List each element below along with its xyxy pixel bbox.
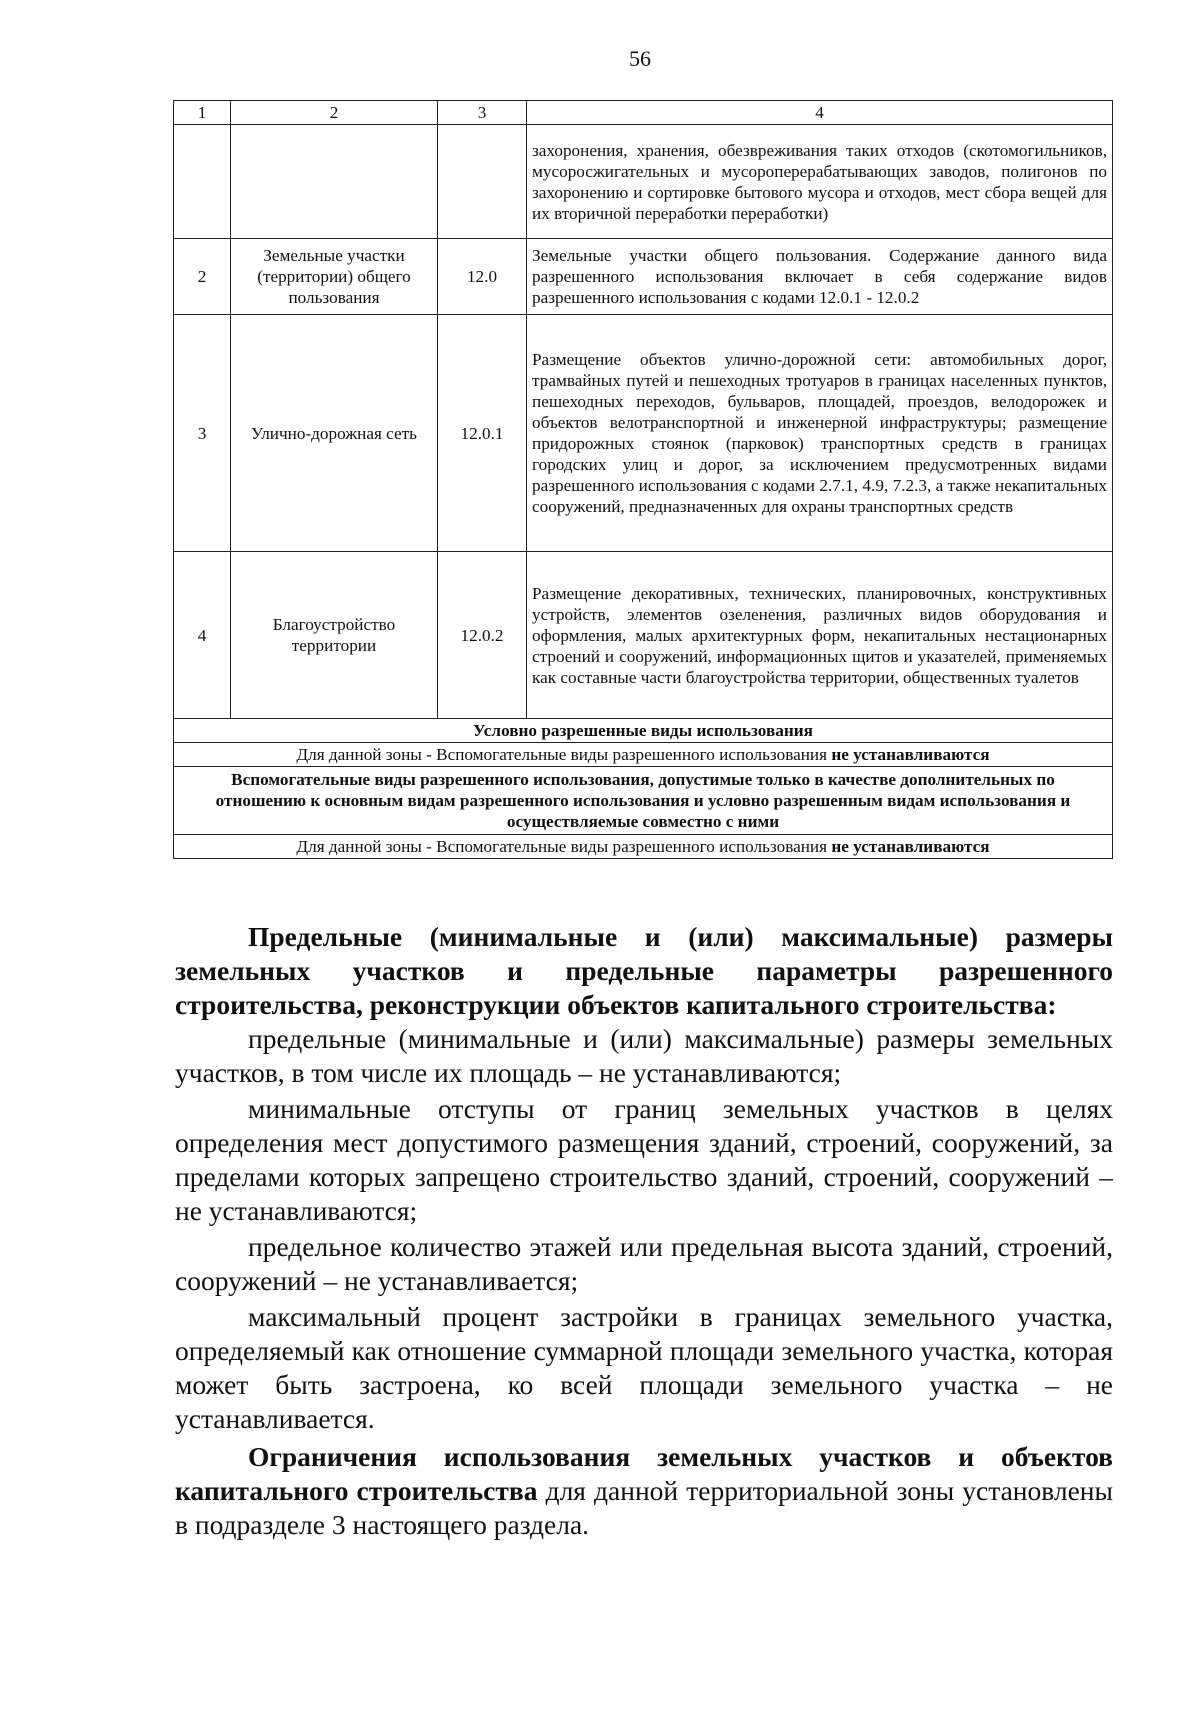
conditional-note-row xyxy=(174,743,1113,767)
row-number: 2 xyxy=(174,239,231,315)
auxiliary-note xyxy=(174,835,1113,859)
restrictions-text: для данной территориальной зоны установлены в подразделе 3 настоящего раздела. xyxy=(175,1475,1113,1540)
table-row xyxy=(174,552,1113,719)
table-header-row xyxy=(174,101,1113,125)
row-number: 4 xyxy=(174,552,231,719)
row-description: захоронения, хранения, обезвреживания таких отходов (скотомогильников, мусоросжигательных и мусороперерабатывающих заводов, полигонов по захоронению и сортировке бытового мусора и отходов, мест сбора вещей для их вторичной переработки переработки) xyxy=(527,125,1113,239)
conditional-heading: Условно разрешенные виды использования xyxy=(174,719,1113,743)
row-description: Размещение объектов улично-дорожной сети: автомобильных дорог, трамвайных путей и пешеходных тротуаров в границах населенных пунктов, пешеходных переходов, бульваров, площадей, проездов, велодорожек и объектов велотранспортной и инженерной инфраструктуры; размещение придорожных стоянок (парковок) транспортных средств в границах городских улиц и дорог, за исключением предусмотренных видами разрешенного использования с кодами 2.7.1, 4.9, 7.2.3, а также некапитальных сооружений, предназначенных для охраны транспортных средств xyxy=(527,315,1113,552)
row-description: Земельные участки общего пользования. Содержание данного вида разрешенного использования включает в себя содержание видов разрешенного использования с кодами 12.0.1 - 12.0.2 xyxy=(527,239,1113,315)
row-code xyxy=(438,125,527,239)
row-name: Земельные участки (территории) общего пользования xyxy=(231,239,438,315)
limits-heading: Предельные (минимальные и (или) максимальные) размеры земельных участков и предельные параметры разрешенного строительства, реконструкции объектов капитального строительства: xyxy=(175,921,1113,1020)
row-code: 12.0 xyxy=(438,239,527,315)
table-row xyxy=(174,239,1113,315)
auxiliary-note-prefix: Для данной зоны - Вспомогательные виды разрешенного использования xyxy=(296,837,832,856)
restrictions-heading: Ограничения использования земельных участков и объектов капитального строительства xyxy=(175,1441,1113,1506)
auxiliary-note-bold: не устанавливаются xyxy=(831,837,990,856)
conditional-note xyxy=(174,743,1113,767)
restrictions-paragraph xyxy=(175,1440,1113,1542)
conditional-note-prefix: Для данной зоны - Вспомогательные виды разрешенного использования xyxy=(296,745,832,764)
auxiliary-heading: Вспомогательные виды разрешенного использования, допустимые только в качестве дополнительных по отношению к основным видам разрешенного использования и условно разрешенным видам использования и осуществляемые совместно с ними xyxy=(174,767,1113,835)
paragraph-coverage: максимальный процент застройки в границах земельного участка, определяемый как отношение суммарной площади земельного участка, которая может быть застроена, ко всей площади земельного участка – не устанавливается. xyxy=(175,1301,1113,1434)
paragraph-setbacks: минимальные отступы от границ земельных участков в целях определения мест допустимого размещения зданий, строений, сооружений, за пределами которых запрещено строительство зданий, строений, сооружений – не устанавливаются; xyxy=(175,1093,1113,1226)
header-cell-3: 3 xyxy=(438,101,527,125)
auxiliary-heading-row xyxy=(174,767,1113,835)
row-code: 12.0.1 xyxy=(438,315,527,552)
paragraph-plot-size: предельные (минимальные и (или) максимальные) размеры земельных участков, в том числе их площадь – не устанавливаются; xyxy=(175,1023,1113,1088)
body-text xyxy=(175,920,1113,1542)
land-use-table xyxy=(173,100,1113,859)
header-cell-1: 1 xyxy=(174,101,231,125)
page-number: 56 xyxy=(629,46,651,71)
row-description: Размещение декоративных, технических, планировочных, конструктивных устройств, элементов озеленения, различных видов оборудования и оформления, малых архитектурных форм, некапитальных нестационарных строений и сооружений, информационных щитов и указателей, применяемых как составные части благоустройства территории, общественных туалетов xyxy=(527,552,1113,719)
header-cell-4: 4 xyxy=(527,101,1113,125)
row-code: 12.0.2 xyxy=(438,552,527,719)
table-row xyxy=(174,315,1113,552)
conditional-heading-row xyxy=(174,719,1113,743)
row-name xyxy=(231,125,438,239)
header-cell-2: 2 xyxy=(231,101,438,125)
conditional-note-bold: не устанавливаются xyxy=(831,745,990,764)
row-name: Улично-дорожная сеть xyxy=(231,315,438,552)
paragraph-floors: предельное количество этажей или предельная высота зданий, строений, сооружений – не устанавливается; xyxy=(175,1231,1113,1296)
auxiliary-note-row xyxy=(174,835,1113,859)
table-row xyxy=(174,125,1113,239)
row-number xyxy=(174,125,231,239)
row-number: 3 xyxy=(174,315,231,552)
row-name: Благоустройство территории xyxy=(231,552,438,719)
